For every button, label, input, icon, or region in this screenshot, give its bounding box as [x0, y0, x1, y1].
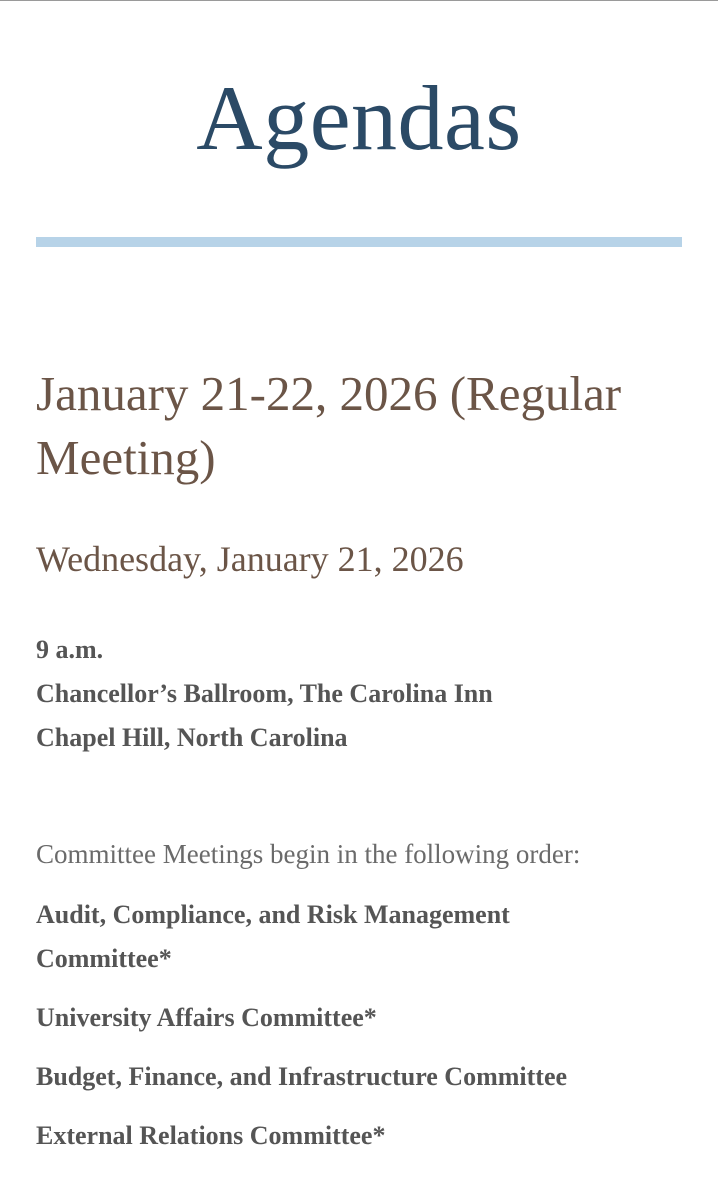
committee-item-budget-finance: Budget, Finance, and Infrastructure Committee	[36, 1062, 568, 1091]
meeting-heading: January 21-22, 2026 (Regular Meeting)	[36, 366, 622, 485]
day-heading: Wednesday, January 21, 2026	[36, 539, 464, 579]
committee-item-external-relations: External Relations Committee*	[36, 1121, 386, 1150]
meeting-city: Chapel Hill, North Carolina	[36, 723, 348, 752]
top-border	[0, 0, 718, 1]
committee-item-audit: Audit, Compliance, and Risk Management Committee*	[36, 900, 510, 973]
meeting-location-block	[36, 628, 676, 760]
title-divider	[36, 237, 682, 247]
committee-item-university-affairs: University Affairs Committee*	[36, 1003, 377, 1032]
committee-list	[36, 893, 636, 1173]
meeting-time: 9 a.m.	[36, 635, 104, 664]
meeting-venue: Chancellor’s Ballroom, The Carolina Inn	[36, 679, 493, 708]
page-title: Agendas	[196, 67, 522, 169]
committee-intro: Committee Meetings begin in the following order:	[36, 839, 581, 869]
